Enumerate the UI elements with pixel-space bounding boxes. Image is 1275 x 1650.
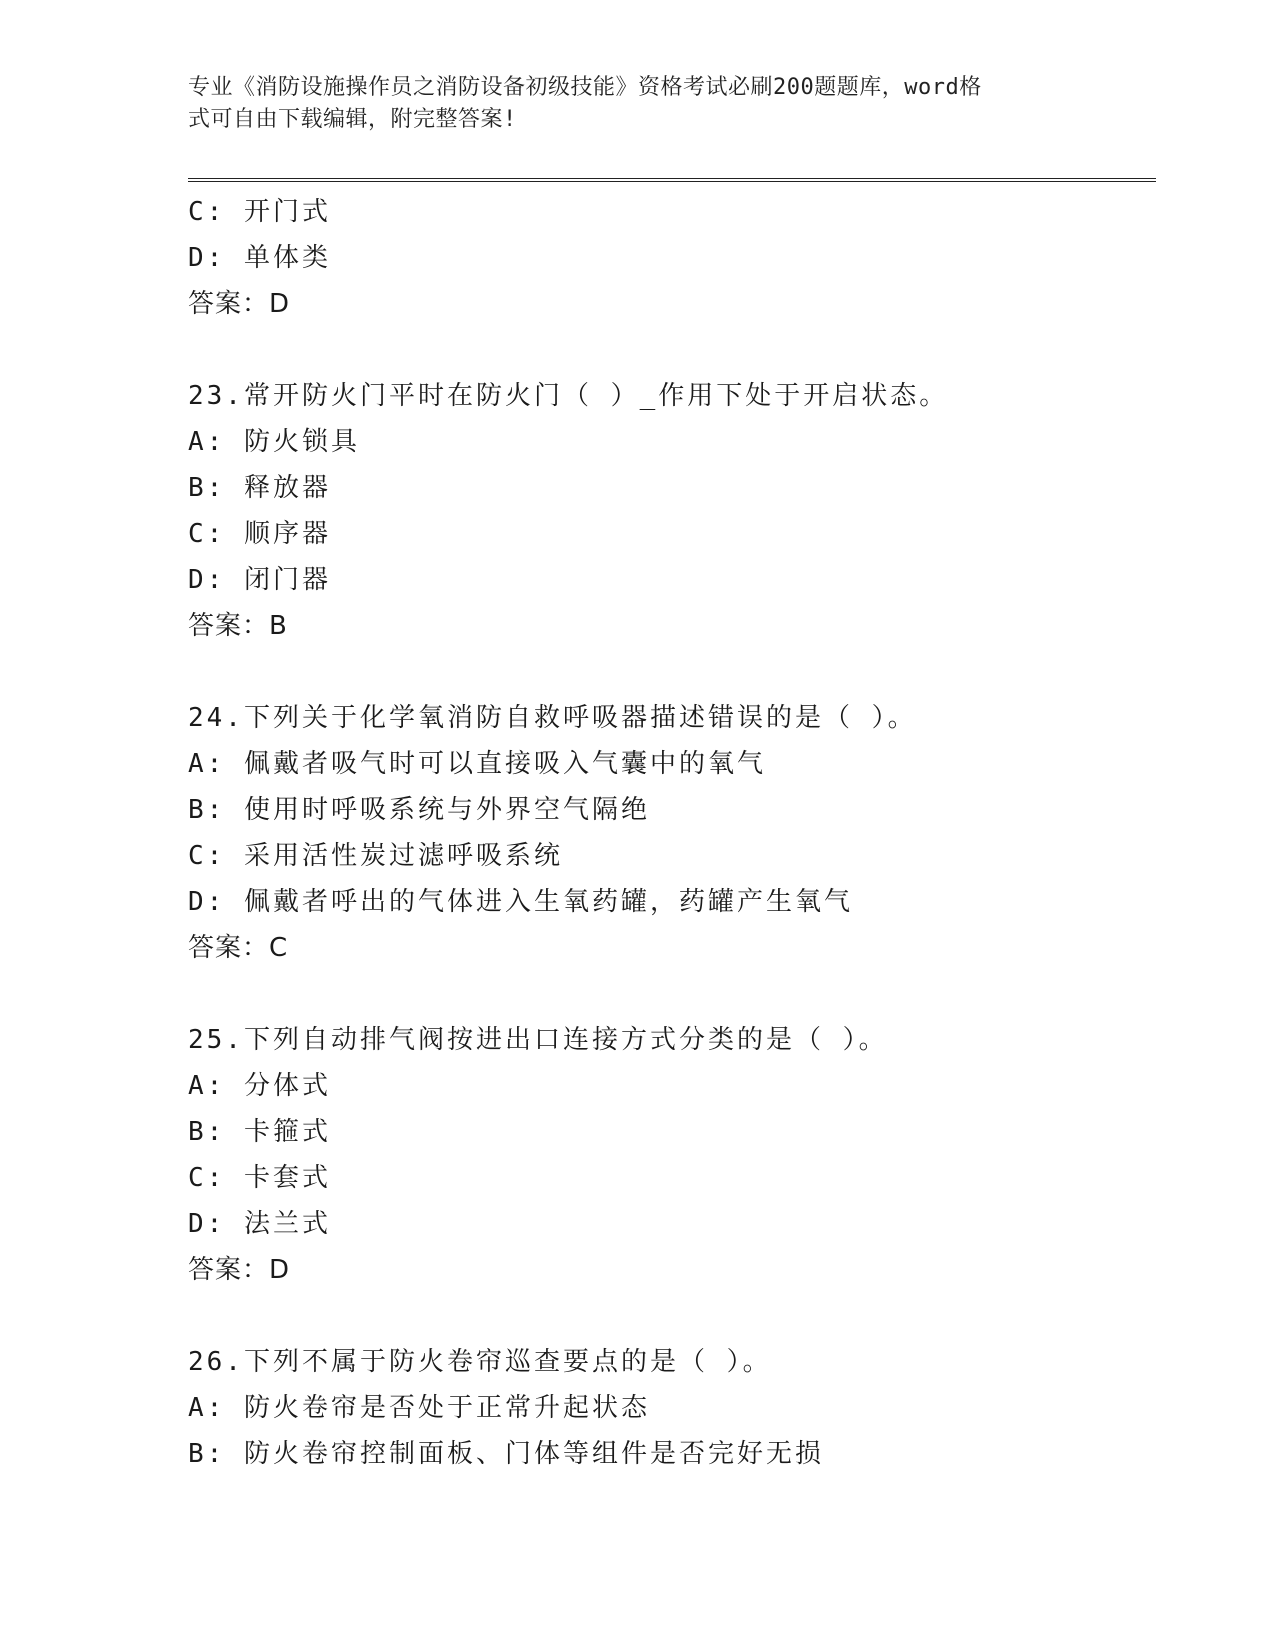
question-23 bbox=[188, 373, 1156, 649]
spacer bbox=[188, 327, 1156, 373]
option-d: D: 法兰式 bbox=[188, 1209, 331, 1239]
option-c: C: 开门式 bbox=[188, 197, 331, 227]
option-d: D: 佩戴者呼出的气体进入生氧药罐，药罐产生氧气 bbox=[188, 887, 853, 917]
option-b: B: 使用时呼吸系统与外界空气隔绝 bbox=[188, 795, 650, 825]
question-25 bbox=[188, 1017, 1156, 1293]
option-b: B: 卡箍式 bbox=[188, 1117, 331, 1147]
answer: 答案：D bbox=[188, 289, 291, 319]
spacer bbox=[188, 1293, 1156, 1339]
option-b: B: 防火卷帘控制面板、门体等组件是否完好无损 bbox=[188, 1439, 824, 1469]
question-list bbox=[188, 189, 1156, 1477]
option-c: C: 采用活性炭过滤呼吸系统 bbox=[188, 841, 563, 871]
question-stem: 24.下列关于化学氧消防自救呼吸器描述错误的是（ ）。 bbox=[188, 703, 917, 733]
question-26 bbox=[188, 1339, 1156, 1477]
question-stem: 26.下列不属于防火卷帘巡查要点的是（ ）。 bbox=[188, 1347, 772, 1377]
option-c: C: 卡套式 bbox=[188, 1163, 331, 1193]
option-c: C: 顺序器 bbox=[188, 519, 331, 549]
header-line-1: 专业《消防设施操作员之消防设备初级技能》资格考试必刷200题题库，word格 bbox=[188, 75, 982, 100]
header-divider bbox=[188, 178, 1156, 182]
answer: 答案：C bbox=[188, 933, 289, 963]
header-line-2: 式可自由下载编辑，附完整答案! bbox=[188, 107, 517, 132]
question-24 bbox=[188, 695, 1156, 971]
document-header bbox=[188, 72, 1068, 136]
option-a: A: 防火卷帘是否处于正常升起状态 bbox=[188, 1393, 650, 1423]
question-stem: 23.常开防火门平时在防火门（ ）_作用下处于开启状态。 bbox=[188, 381, 949, 411]
answer: 答案：B bbox=[188, 611, 288, 641]
spacer bbox=[188, 649, 1156, 695]
spacer bbox=[188, 971, 1156, 1017]
question-stem: 25.下列自动排气阀按进出口连接方式分类的是（ ）。 bbox=[188, 1025, 888, 1055]
prev-question-tail bbox=[188, 189, 1156, 327]
option-d: D: 单体类 bbox=[188, 243, 331, 273]
option-a: A: 分体式 bbox=[188, 1071, 331, 1101]
option-d: D: 闭门器 bbox=[188, 565, 331, 595]
option-a: A: 佩戴者吸气时可以直接吸入气囊中的氧气 bbox=[188, 749, 766, 779]
answer: 答案：D bbox=[188, 1255, 291, 1285]
option-b: B: 释放器 bbox=[188, 473, 331, 503]
option-a: A: 防火锁具 bbox=[188, 427, 360, 457]
